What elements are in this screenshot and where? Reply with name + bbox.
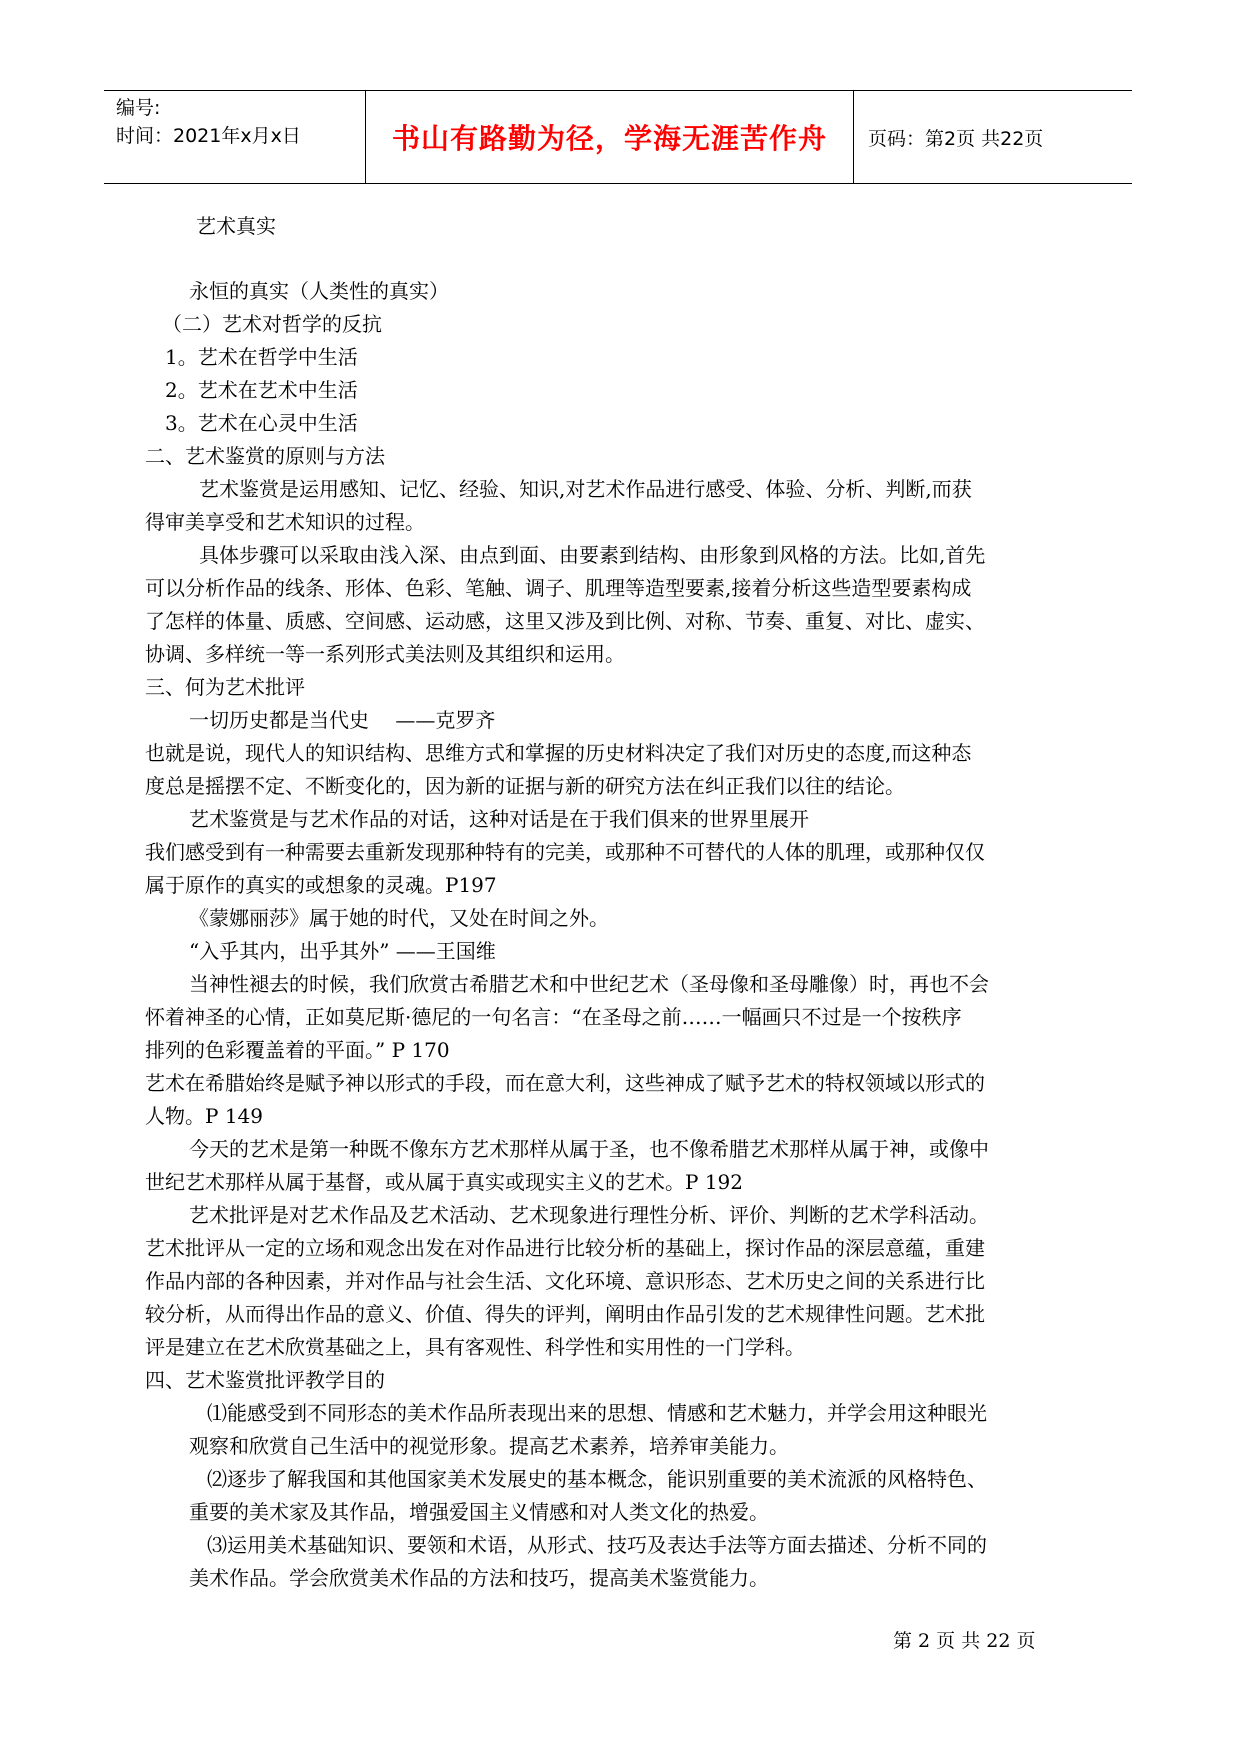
list-item: ⑴能感受到不同形态的美术作品所表现出来的思想、情感和艺术魅力，并学会用这种眼光: [207, 1401, 987, 1425]
list-item: 重要的美术家及其作品，增强爱国主义情感和对人类文化的热爱。: [189, 1500, 769, 1524]
paragraph-line: 度总是摇摆不定、不断变化的，因为新的证据与新的研究方法在纠正我们以往的结论。: [145, 774, 905, 798]
paragraph-line: 当神性褪去的时候，我们欣赏古希腊艺术和中世纪艺术（圣母像和圣母雕像）时，再也不会: [189, 972, 989, 996]
paragraph-line: 评是建立在艺术欣赏基础之上，具有客观性、科学性和实用性的一门学科。: [145, 1335, 805, 1359]
paragraph-line: 艺术在希腊始终是赋予神以形式的手段，而在意大利，这些神成了赋予艺术的特权领域以形式的: [145, 1071, 985, 1095]
paragraph-line: 协调、多样统一等一系列形式美法则及其组织和运用。: [145, 642, 625, 666]
header-page-info: 页码：第2页 共22页: [868, 127, 1044, 150]
text-line: 永恒的真实（人类性的真实）: [189, 279, 449, 303]
section-heading: 四、艺术鉴赏批评教学目的: [145, 1368, 385, 1392]
section-heading: （二）艺术对哲学的反抗: [162, 312, 382, 336]
section-heading: 三、何为艺术批评: [145, 675, 305, 699]
list-item: 1。艺术在哲学中生活: [165, 345, 358, 369]
paragraph-line: 排列的色彩覆盖着的平面。” P 170: [145, 1038, 450, 1062]
paragraph-line: 今天的艺术是第一种既不像东方艺术那样从属于圣，也不像希腊艺术那样从属于神，或像中: [189, 1137, 989, 1161]
section-heading: 二、艺术鉴赏的原则与方法: [145, 444, 385, 468]
list-item: 美术作品。学会欣赏美术作品的方法和技巧，提高美术鉴赏能力。: [189, 1566, 769, 1590]
list-item: ⑶运用美术基础知识、要领和术语，从形式、技巧及表达手法等方面去描述、分析不同的: [207, 1533, 987, 1557]
page-footer: 第 2 页 共 22 页: [893, 1630, 1036, 1652]
paragraph-line: 怀着神圣的心情，正如莫尼斯·德尼的一句名言：“在圣母之前……一幅画只不过是一个按秩序: [145, 1005, 962, 1029]
header-meta: [104, 91, 366, 183]
list-item: 3。艺术在心灵中生活: [165, 411, 358, 435]
list-item: 2。艺术在艺术中生活: [165, 378, 358, 402]
paragraph-line: 得审美享受和艺术知识的过程。: [145, 510, 425, 534]
paragraph-line: 艺术批评是对艺术作品及艺术活动、艺术现象进行理性分析、评价、判断的艺术学科活动。: [189, 1203, 989, 1227]
document-number-label: 编号:: [116, 97, 161, 119]
paragraph-line: 作品内部的各种因素，并对作品与社会生活、文化环境、意识形态、艺术历史之间的关系进行比: [145, 1269, 985, 1293]
page-header: [104, 90, 1132, 184]
paragraph-line: 我们感受到有一种需要去重新发现那种特有的完美，或那种不可替代的人体的肌理，或那种仅仅: [145, 840, 985, 864]
paragraph-line: 艺术批评从一定的立场和观念出发在对作品进行比较分析的基础上，探讨作品的深层意蕴，重建: [145, 1236, 985, 1260]
list-item: ⑵逐步了解我国和其他国家美术发展史的基本概念，能识别重要的美术流派的风格特色、: [207, 1467, 987, 1491]
paragraph-line: 人物。P 149: [145, 1104, 263, 1128]
document-time-label: 时间：2021年x月x日: [116, 125, 301, 147]
paragraph-line: 艺术鉴赏是与艺术作品的对话，这种对话是在于我们俱来的世界里展开: [189, 807, 809, 831]
quote-line: 一切历史都是当代史 ——克罗齐: [189, 708, 496, 732]
paragraph-line: 属于原作的真实的或想象的灵魂。P197: [145, 873, 497, 897]
paragraph-line: 了怎样的体量、质感、空间感、运动感，这里又涉及到比例、对称、节奏、重复、对比、虚实、: [145, 609, 985, 633]
paragraph-line: 较分析，从而得出作品的意义、价值、得失的评判，阐明由作品引发的艺术规律性问题。艺术批: [145, 1302, 985, 1326]
text-line: 艺术真实: [196, 214, 276, 238]
quote-line: “入乎其内，出乎其外” ——王国维: [189, 939, 496, 963]
list-item: 观察和欣赏自己生活中的视觉形象。提高艺术素养，培养审美能力。: [189, 1434, 789, 1458]
header-motto: 书山有路勤为径，学海无涯苦作舟: [366, 91, 854, 183]
paragraph-line: 可以分析作品的线条、形体、色彩、笔触、调子、肌理等造型要素,接着分析这些造型要素构成: [145, 576, 972, 600]
paragraph-line: 《蒙娜丽莎》属于她的时代，又处在时间之外。: [189, 906, 609, 930]
paragraph-line: 具体步骤可以采取由浅入深、由点到面、由要素到结构、由形象到风格的方法。比如,首先: [199, 543, 986, 567]
paragraph-line: 世纪艺术那样从属于基督，或从属于真实或现实主义的艺术。P 192: [145, 1170, 743, 1194]
paragraph-line: 艺术鉴赏是运用感知、记忆、经验、知识,对艺术作品进行感受、体验、分析、判断,而获: [199, 477, 972, 501]
paragraph-line: 也就是说，现代人的知识结构、思维方式和掌握的历史材料决定了我们对历史的态度,而这种态: [145, 741, 972, 765]
